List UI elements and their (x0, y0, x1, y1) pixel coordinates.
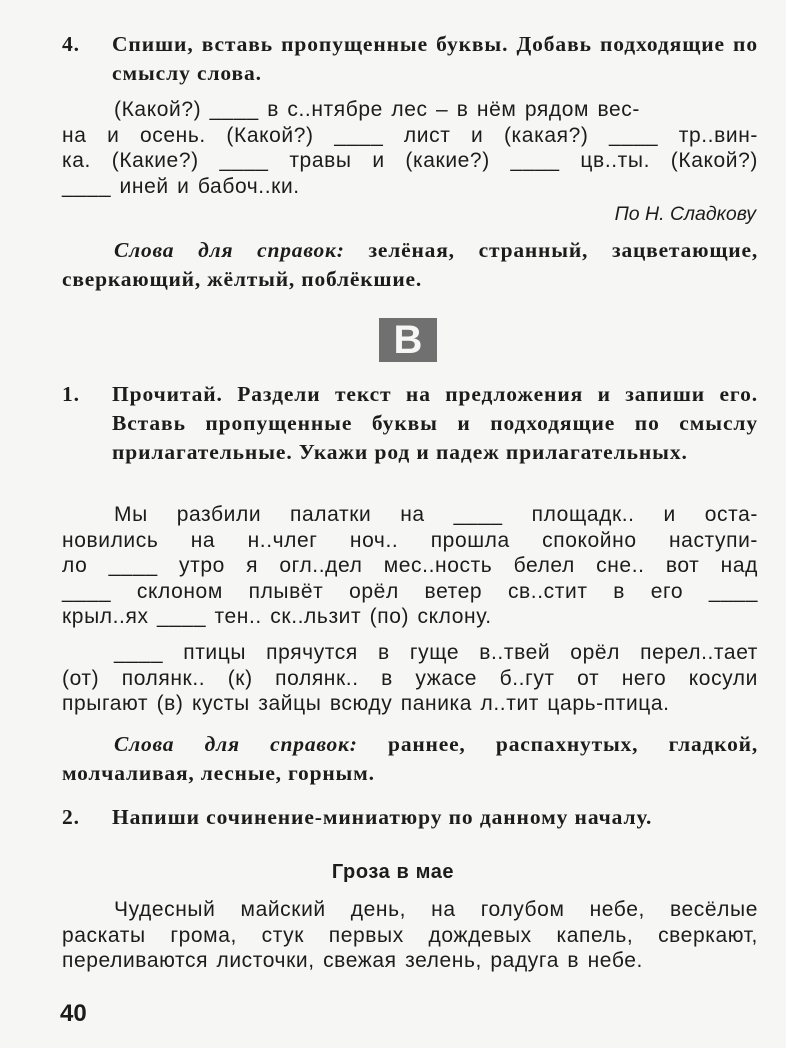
task-4 (62, 30, 758, 88)
task-number: 1. (62, 382, 80, 406)
text-line: прыгают (в) кусты зайцы всюду паника л..тит царь-птица. (62, 692, 670, 715)
text-line: ло ____ утро я огл..дел мес..ность белел сне.. вот над (62, 554, 758, 577)
text-line: ка. (Какие?) ____ травы и (какие?) ____ цв..ты. (Какой?) (62, 149, 758, 172)
page-number: 40 (60, 1000, 87, 1027)
essay-title: Гроза в мае (331, 861, 455, 883)
text-line: Мы разбили палатки на ____ площадк.. и оста- (114, 503, 758, 526)
author-credit: По Н. Сладкову (614, 203, 756, 225)
reference-list: зелёная, странный, зацветающие, сверкающий, жёлтый, поблёкшие. (62, 238, 758, 291)
task-b1-paragraph-1 (62, 502, 758, 630)
task-b1-heading (62, 380, 758, 467)
task-instruction: Спиши, вставь пропущенные буквы. Добавь подходящие по смыслу слова. (112, 32, 758, 85)
text-line: новились на н..члег ноч.. прошла спокойно наступи- (62, 528, 758, 552)
text-line: (Какой?) ____ в с..нтябре лес – в нём рядом вес- (114, 98, 640, 121)
task-4-text (62, 97, 758, 199)
task-b2-text (62, 897, 758, 974)
task-b1-paragraph-2 (62, 640, 758, 717)
text-line: ____ иней и бабоч..ки. (62, 174, 300, 198)
reference-label: Слова для справок: (114, 238, 345, 262)
text-line: (от) полянк.. (к) полянк.. в ужасе б..гут от него косули (62, 666, 758, 690)
reference-words (62, 236, 758, 294)
text-line: переливаются листочки, свежая зелень, радуга в небе. (62, 949, 643, 972)
task-number: 2. (62, 805, 80, 829)
task-instruction: Прочитай. Раздели текст на предложения и запиши его. Вставь пропущенные буквы и подходящие по смыслу прилагательные. Укажи род и падеж прилагательных. (112, 382, 758, 464)
text-line: раскаты грома, стук первых дождевых капель, сверкают, (62, 923, 758, 947)
task-b2-heading (62, 803, 758, 832)
task-instruction: Напиши сочинение-миниатюру по данному началу. (112, 805, 653, 829)
text-line: ____ птицы прячутся в гуще в..твей орёл перел..тает (114, 641, 758, 664)
text-line: ____ склоном плывёт орёл ветер св..стит в его ____ (62, 579, 758, 603)
reference-label: Слова для справок: (114, 732, 358, 756)
text-line: на и осень. (Какой?) ____ лист и (какая?) ____ тр..вин- (62, 123, 758, 147)
task-number: 4. (62, 32, 80, 56)
task-b1 (62, 380, 758, 467)
reference-list: раннее, распахнутых, гладкой, молчаливая, лесные, горным. (62, 732, 758, 785)
text-line: крыл..ях ____ тен.. ск..льзит (по) склону. (62, 605, 492, 628)
text-line: Чудесный майский день, на голубом небе, весёлые (114, 898, 758, 921)
task-b2 (62, 803, 758, 832)
section-badge: В (379, 318, 437, 362)
reference-words (62, 730, 758, 788)
task-4-heading (62, 30, 758, 88)
